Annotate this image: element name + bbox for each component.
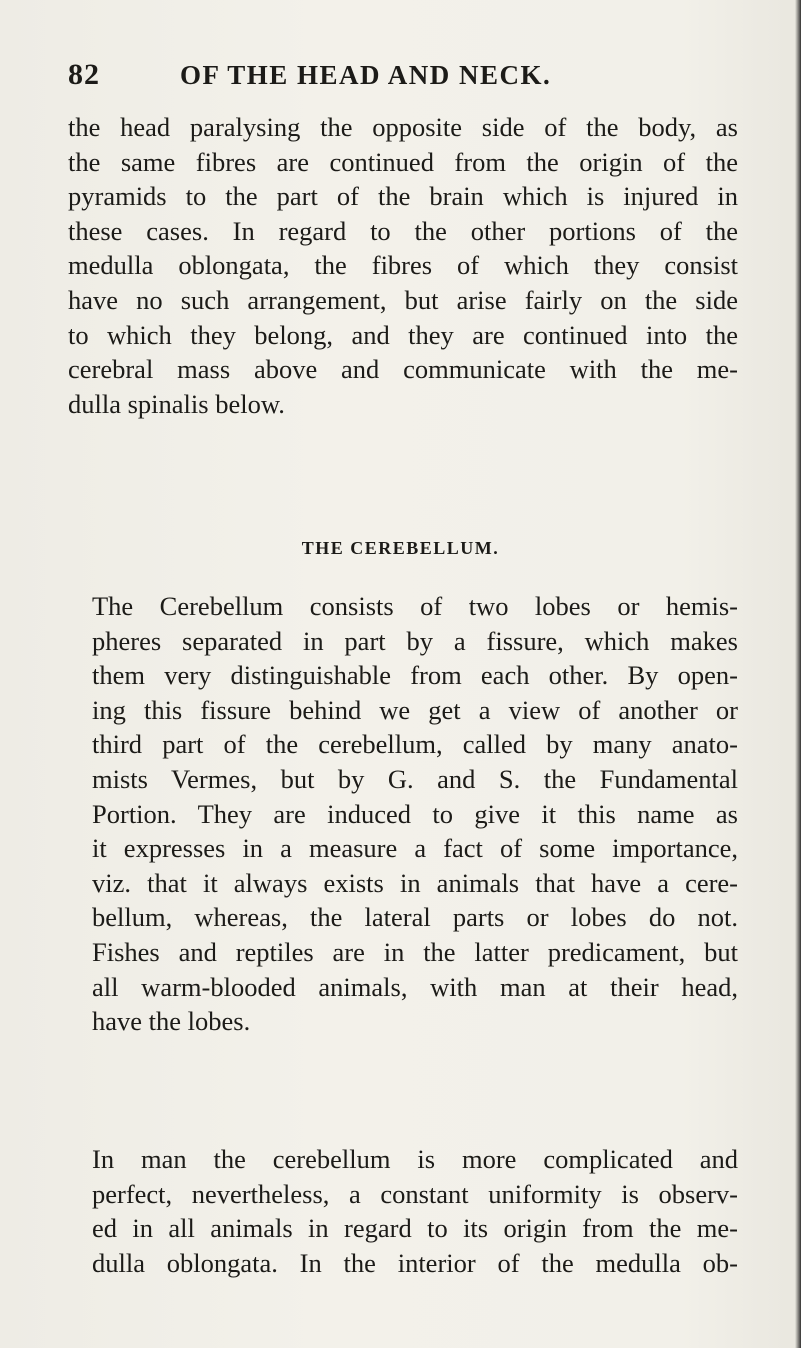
text-line: In man the cerebellum is more complicated and <box>92 1144 738 1174</box>
text-line: dulla oblongata. In the interior of the medulla ob- <box>92 1247 738 1278</box>
text-line: it expresses in a measure a fact of some importance, <box>92 833 738 864</box>
page-header <box>68 58 758 98</box>
text-line: Fishes and reptiles are in the latter predicament, but <box>92 936 738 967</box>
text-line: to which they belong, and they are continued into the <box>68 319 738 350</box>
text-line: the head paralysing the opposite side of the body, as <box>68 112 738 142</box>
text-line: cerebral mass above and communicate with the me- <box>68 354 738 385</box>
text-line: them very distinguishable from each other. By open- <box>92 660 738 691</box>
text-line: have no such arrangement, but arise fairly on the side <box>68 284 738 315</box>
text-line: medulla oblongata, the fibres of which they consist <box>68 250 738 281</box>
text-line: dulla spinalis below. <box>68 388 285 419</box>
page-edge-shadow <box>795 0 801 1348</box>
text-line: Portion. They are induced to give it this name as <box>92 798 738 829</box>
paragraph-cerebellum <box>68 589 738 1039</box>
section-heading: THE CEREBELLUM. <box>301 538 500 558</box>
text-line: these cases. In regard to the other portions of the <box>68 215 738 246</box>
text-line: the same fibres are continued from the origin of the <box>68 146 738 177</box>
text-line: bellum, whereas, the lateral parts or lobes do not. <box>92 902 738 933</box>
text-line: have the lobes. <box>92 1006 251 1037</box>
text-line: ed in all animals in regard to its origin from the me- <box>92 1213 738 1244</box>
page-number: 82 <box>68 58 100 91</box>
paragraph-complication <box>68 1142 738 1280</box>
text-line: mists Vermes, but by G. and S. the Fundamental <box>92 763 738 794</box>
text-line: all warm-blooded animals, with man at their head, <box>92 971 738 1002</box>
text-line: ing this fissure behind we get a view of another or <box>92 694 738 725</box>
text-line: pyramids to the part of the brain which is injured in <box>68 181 738 212</box>
paragraph-medulla <box>68 110 738 421</box>
text-line: perfect, nevertheless, a constant uniformity is observ- <box>92 1178 738 1209</box>
text-line: viz. that it always exists in animals that have a cere- <box>92 867 738 898</box>
running-head: OF THE HEAD AND NECK. <box>180 60 552 90</box>
text-line: The Cerebellum consists of two lobes or hemis- <box>92 591 738 621</box>
text-line: third part of the cerebellum, called by many anato- <box>92 729 738 760</box>
text-line: pheres separated in part by a fissure, which makes <box>92 625 738 656</box>
